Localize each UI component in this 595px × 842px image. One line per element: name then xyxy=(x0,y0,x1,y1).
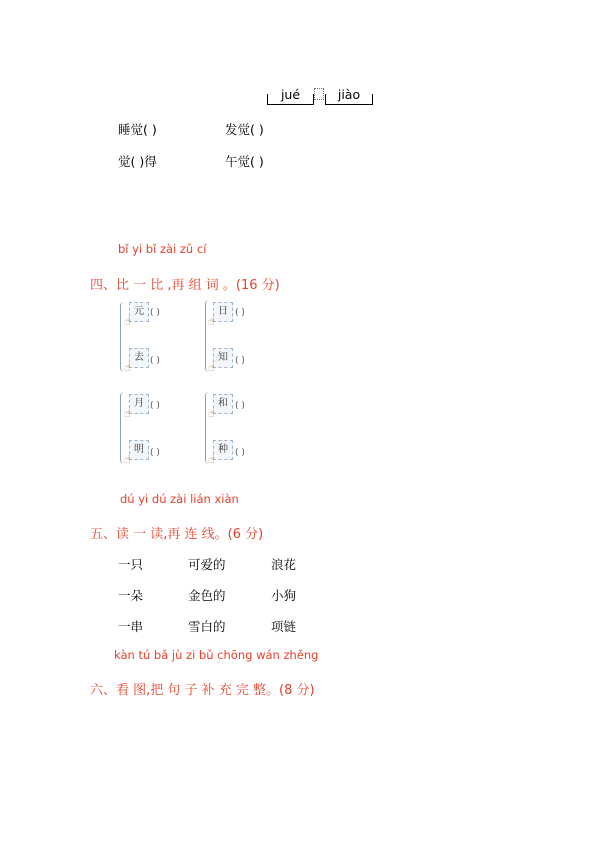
char-box: 种 xyxy=(213,440,233,460)
pinyin-box-jue xyxy=(267,86,314,105)
answer-paren: ( ) xyxy=(235,448,245,458)
char-box: 月 xyxy=(129,394,149,414)
word-item: 睡觉( ) xyxy=(118,122,157,137)
section4-heading: 四、比 一 比 ,再 组 词 。(16 分) xyxy=(90,278,280,293)
answer-paren: ( ) xyxy=(150,448,160,458)
word-item: 午觉( ) xyxy=(225,154,264,169)
pinyin-jiao: jiào xyxy=(337,87,361,102)
hand-pointer-icon: ☝ xyxy=(208,361,215,374)
char-box: 去 xyxy=(129,348,149,368)
hand-pointer-icon: ☝ xyxy=(124,453,131,466)
hand-pointer-icon: ☝ xyxy=(124,361,131,374)
section6-pinyin: kàn tú bǎ jù zi bǔ chōng wán zhěng xyxy=(114,648,319,662)
match-item-col1: 一只 xyxy=(118,557,144,572)
word-item: 觉( )得 xyxy=(118,154,157,169)
match-item-col2: 雪白的 xyxy=(188,619,226,634)
char-box: 知 xyxy=(213,348,233,368)
pinyin-box-jiao xyxy=(325,86,373,105)
word-item: 发觉( ) xyxy=(225,122,264,137)
section4-pinyin: bǐ yi bǐ zài zǔ cí xyxy=(118,242,207,256)
hand-pointer-icon: ☝ xyxy=(208,453,215,466)
answer-paren: ( ) xyxy=(235,401,245,411)
section6-heading: 六、看 图,把 句 子 补 充 完 整。(8 分) xyxy=(90,683,315,698)
char-box: 和 xyxy=(213,394,233,414)
section5-heading: 五、读 一 读,再 连 线。(6 分) xyxy=(90,527,264,542)
pinyin-jue: jué xyxy=(280,87,301,102)
match-item-col2: 可爱的 xyxy=(188,557,226,572)
hand-pointer-icon: ☝ xyxy=(124,315,131,328)
hand-pointer-icon: ☝ xyxy=(208,407,215,420)
hand-pointer-icon: ☝ xyxy=(208,315,215,328)
char-box: 元 xyxy=(129,302,149,322)
dotted-marker xyxy=(314,88,324,100)
match-item-col3: 浪花 xyxy=(271,557,297,572)
answer-paren: ( ) xyxy=(235,356,245,366)
section5-pinyin: dú yi dú zài lián xiàn xyxy=(120,492,239,506)
answer-paren: ( ) xyxy=(150,401,160,411)
answer-paren: ( ) xyxy=(235,308,245,318)
answer-paren: ( ) xyxy=(150,308,160,318)
answer-paren: ( ) xyxy=(150,356,160,366)
match-item-col3: 项链 xyxy=(271,619,297,634)
char-box: 明 xyxy=(129,440,149,460)
char-box: 日 xyxy=(213,302,233,322)
hand-pointer-icon: ☝ xyxy=(124,407,131,420)
match-item-col1: 一朵 xyxy=(118,588,144,603)
match-item-col1: 一串 xyxy=(118,619,144,634)
match-item-col2: 金色的 xyxy=(188,588,226,603)
match-item-col3: 小狗 xyxy=(271,588,297,603)
